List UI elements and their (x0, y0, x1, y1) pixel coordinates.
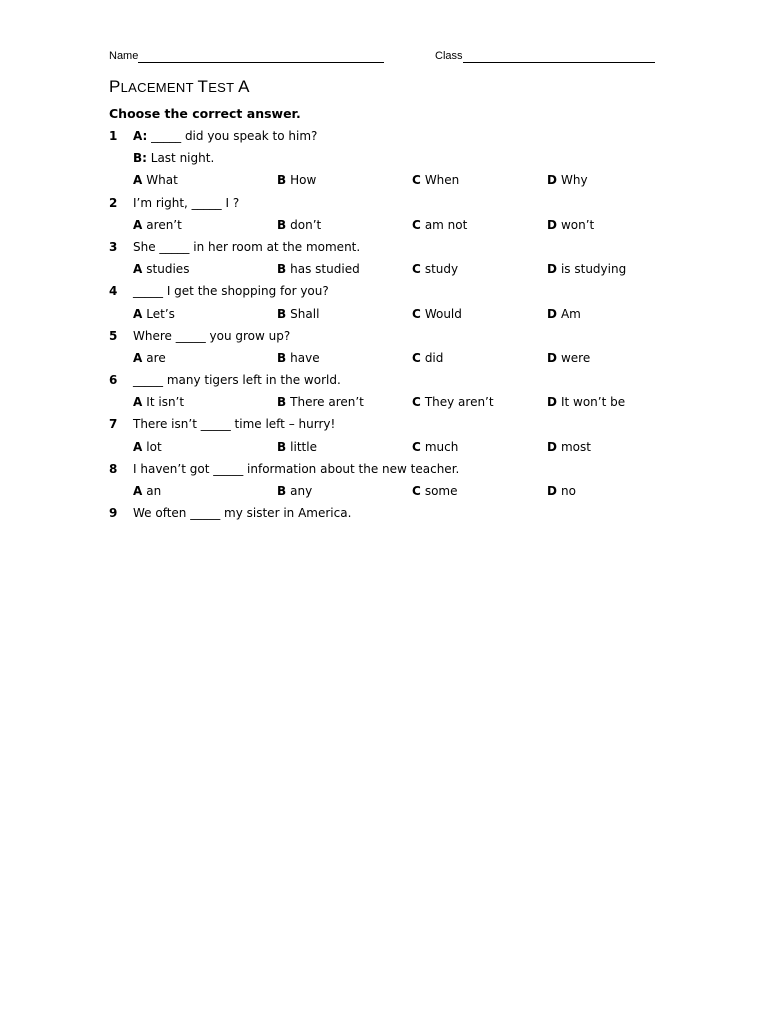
question-number: 6 (109, 373, 118, 388)
option-text: don’t (290, 217, 322, 232)
option-text: much (424, 439, 459, 454)
option-text: Let’s (146, 306, 175, 321)
option-text: were (560, 350, 591, 365)
class-field[interactable] (435, 49, 655, 63)
option-letter: D (547, 439, 557, 454)
title-suffix: A (238, 77, 250, 96)
answer-option[interactable] (412, 306, 462, 322)
answer-option[interactable] (412, 394, 494, 410)
option-text: Would (424, 306, 462, 321)
option-text: am not (424, 217, 468, 232)
option-text: have (290, 350, 320, 365)
dialog-text: _____ did you speak to him? (147, 129, 318, 143)
answer-option[interactable] (547, 261, 626, 277)
option-text: It isn’t (146, 395, 185, 410)
option-letter: A (133, 484, 143, 498)
options-row (109, 172, 709, 194)
answer-option[interactable] (133, 483, 161, 499)
option-letter: B (277, 484, 287, 498)
options-row (109, 217, 709, 239)
option-letter: B (277, 217, 287, 232)
dialog-speaker: B: (133, 151, 147, 166)
question-text: I’m right, _____ I ? (133, 195, 240, 210)
answer-option[interactable] (133, 261, 189, 277)
option-letter: A (133, 439, 143, 454)
option-letter: B (277, 262, 287, 277)
question-text: There isn’t _____ time left – hurry! (133, 417, 336, 432)
options-row (109, 439, 709, 461)
answer-option[interactable] (547, 439, 591, 455)
options-row (109, 483, 709, 505)
question-number: 8 (109, 461, 118, 476)
option-letter: D (547, 217, 557, 232)
question-text: Where _____ you grow up? (133, 328, 291, 343)
question-line (109, 239, 709, 261)
option-letter: B (277, 173, 287, 188)
option-letter: C (412, 217, 421, 232)
option-text: no (560, 484, 576, 498)
question-line (109, 195, 709, 217)
answer-option[interactable] (277, 261, 360, 277)
option-text: little (290, 439, 317, 454)
answer-option[interactable] (133, 172, 178, 188)
question-line (109, 461, 709, 483)
answer-option[interactable] (277, 172, 316, 188)
question-line (109, 283, 709, 305)
question-line (109, 416, 709, 438)
answer-option[interactable] (133, 350, 166, 366)
question-line (109, 150, 709, 172)
option-text: Shall (290, 306, 320, 321)
answer-option[interactable] (133, 306, 175, 322)
class-underline[interactable] (463, 50, 655, 63)
option-text: some (424, 484, 458, 498)
option-text: is studying (560, 262, 627, 277)
answer-option[interactable] (412, 483, 457, 499)
dialog-line (133, 150, 214, 166)
question-number: 9 (109, 506, 118, 521)
option-letter: A (133, 262, 143, 277)
name-label: Name (109, 50, 139, 62)
option-letter: C (412, 306, 421, 321)
question-list (109, 128, 709, 527)
option-letter: A (133, 350, 143, 365)
question-line (109, 328, 709, 350)
option-letter: B (277, 395, 287, 410)
dialog-text: Last night. (146, 151, 215, 166)
question-text: She _____ in her room at the moment. (133, 239, 361, 254)
option-text: studies (146, 262, 190, 277)
question-line (109, 505, 709, 527)
title-word-2-rest: EST (208, 80, 239, 95)
option-letter: B (277, 306, 287, 321)
option-letter: B (277, 350, 287, 365)
instructions: Choose the correct answer. (109, 106, 301, 121)
option-text: lot (146, 439, 162, 454)
option-text: has studied (290, 262, 360, 277)
answer-option[interactable] (547, 350, 590, 366)
option-text: What (146, 173, 178, 188)
option-text: How (290, 173, 317, 188)
question-text: _____ many tigers left in the world. (133, 373, 341, 388)
options-row (109, 306, 709, 328)
option-letter: A (133, 217, 143, 232)
answer-option[interactable] (277, 217, 321, 233)
question-number: 3 (109, 239, 118, 254)
options-row (109, 350, 709, 372)
option-text: Am (560, 306, 581, 321)
question-number: 2 (109, 195, 118, 210)
option-letter: C (412, 484, 421, 498)
answer-option[interactable] (547, 217, 594, 233)
dialog-line (133, 128, 317, 144)
option-text: Why (560, 173, 588, 188)
answer-option[interactable] (547, 172, 588, 188)
option-letter: D (547, 173, 557, 188)
answer-option[interactable] (277, 394, 364, 410)
answer-option[interactable] (412, 439, 458, 455)
answer-option[interactable] (277, 439, 317, 455)
title-initial-1: P (109, 77, 121, 96)
option-letter: D (547, 306, 557, 321)
option-letter: C (412, 262, 421, 277)
title-initial-2: T (197, 77, 209, 96)
option-text: When (424, 173, 460, 188)
question-text: I haven’t got _____ information about the new teacher. (133, 461, 460, 476)
option-text: aren’t (146, 217, 182, 232)
option-text: It won’t be (560, 395, 626, 410)
page-title (109, 77, 250, 98)
question-line (109, 128, 709, 150)
answer-option[interactable] (412, 261, 458, 277)
class-label: Class (435, 50, 463, 62)
option-letter: A (133, 395, 143, 410)
answer-option[interactable] (133, 394, 184, 410)
answer-option[interactable] (412, 350, 443, 366)
answer-option[interactable] (277, 306, 319, 322)
option-letter: A (133, 173, 143, 188)
answer-option[interactable] (277, 483, 312, 499)
answer-option[interactable] (547, 394, 625, 410)
option-text: an (146, 484, 162, 498)
question-number: 7 (109, 417, 118, 432)
option-letter: A (133, 306, 143, 321)
option-letter: D (547, 484, 557, 498)
option-text: study (424, 262, 459, 277)
option-letter: D (547, 395, 557, 410)
option-text: most (560, 439, 591, 454)
title-word-1-rest: LACEMENT (120, 80, 198, 95)
option-letter: B (277, 439, 287, 454)
answer-option[interactable] (412, 172, 459, 188)
question-line (109, 372, 709, 394)
option-letter: D (547, 262, 557, 277)
option-text: There aren’t (290, 395, 364, 410)
option-text: any (290, 484, 313, 498)
option-text: are (146, 350, 166, 365)
option-text: did (424, 350, 444, 365)
question-text: _____ I get the shopping for you? (133, 284, 329, 299)
question-text: We often _____ my sister in America. (133, 506, 352, 521)
answer-option[interactable] (547, 483, 576, 499)
answer-option[interactable] (133, 439, 162, 455)
option-text: won’t (560, 217, 595, 232)
name-underline[interactable] (138, 50, 384, 63)
answer-option[interactable] (412, 217, 467, 233)
dialog-speaker: A: (133, 129, 148, 143)
question-number: 4 (109, 284, 118, 299)
options-row (109, 261, 709, 283)
question-number: 5 (109, 328, 118, 343)
option-letter: D (547, 350, 557, 365)
option-letter: C (412, 173, 421, 188)
name-field[interactable] (109, 49, 384, 63)
question-number: 1 (109, 129, 118, 143)
options-row (109, 394, 709, 416)
answer-option[interactable] (133, 217, 182, 233)
option-text: They aren’t (424, 395, 494, 410)
answer-option[interactable] (277, 350, 320, 366)
option-letter: C (412, 350, 421, 365)
option-letter: C (412, 395, 421, 410)
option-letter: C (412, 439, 421, 454)
answer-option[interactable] (547, 306, 581, 322)
